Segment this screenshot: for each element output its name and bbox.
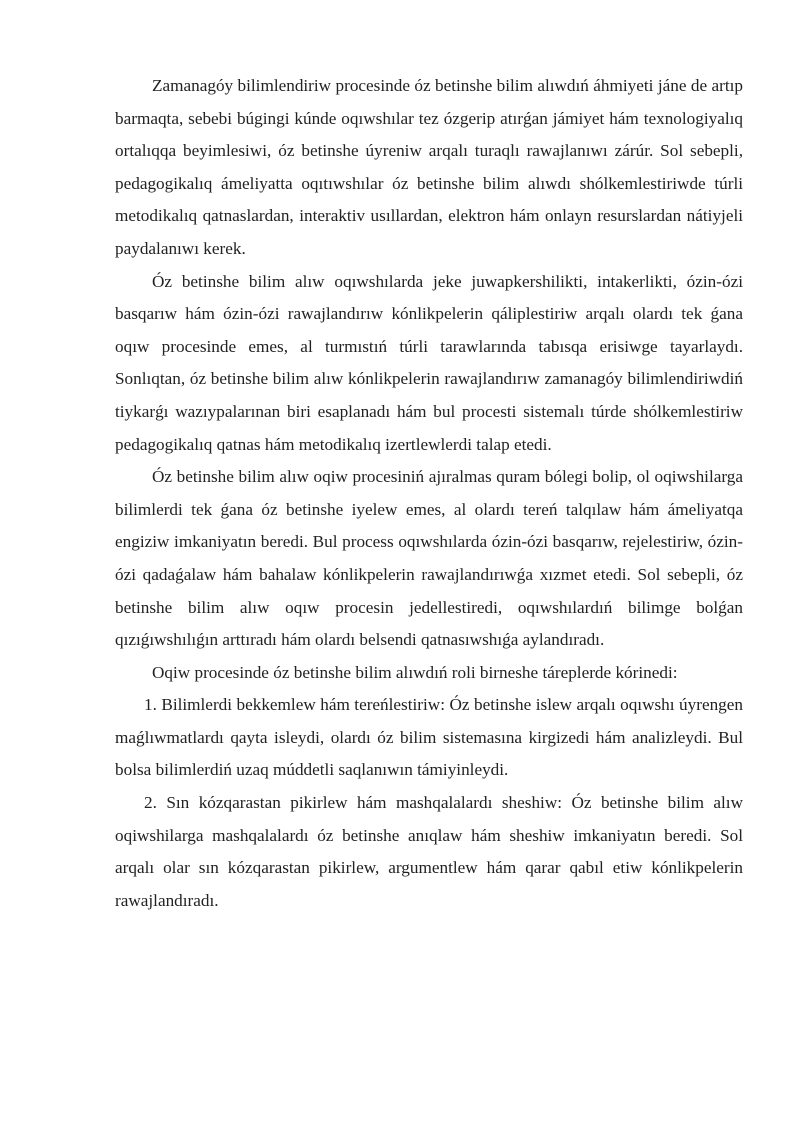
paragraph-4: Oqiw procesinde óz betinshe bilim alıwdıń roli birneshe táreplerde kórinedi: [152, 662, 678, 682]
paragraph-1: Zamanagóy bilimlendiriw procesinde óz betinshe bilim alıwdıń áhmiyeti jáne de artıp barmaqta, sebebi búgingi kúnde oqıwshılar tez ózgerip atırǵan jámiyet hám texnologiyalıq ortalıqqa beyimlesiwi, óz betinshe úyreniw arqalı turaqlı rawajlanıwı zárúr. Sol sebepli, pedagogikalıq ámeliyatta oqıtıwshılar óz betinshe bilim alıwdı shólkemlestiriwde túrli metodikalıq qatnaslardan, interaktiv usıllardan, elektron hám onlayn resurslardan nátiyjeli paydalanıwı kerek. [115, 76, 743, 258]
list-item: 2. Sın kózqarastan pikirlew hám mashqalalardı sheshiw: Óz betinshe bilim alıw oqiwshilarga mashqalalardı óz betinshe anıqlaw hám sheshiw imkaniyatın beredi. Sol arqalı olar sın kózqarastan pikirlew, argumentlew hám qarar qabıl etiw kónlikpelerin rawajlandıradı. [115, 793, 743, 910]
document-page [115, 70, 743, 917]
paragraph-2: Óz betinshe bilim alıw oqıwshılarda jeke juwapkershilikti, intakerlikti, ózin-ózi basqarıw hám ózin-ózi rawajlandırıw kónlikpelerin qáliplestiriw arqalı olardı tek ǵana oqıw procesinde emes, al turmıstıń túrli tarawlarında tabısqa erisiwge tayarlaydı. Sonlıqtan, óz betinshe bilim alıw kónlikpelerin rawajlandırıw zamanagóy bilimlendiriwdiń tiykarǵı wazıypalarınan biri esaplanadı hám bul procesti sistemalı túrde shólkemlestiriw pedagogikalıq qatnas hám metodikalıq izertlewlerdi talap etedi. [115, 271, 743, 454]
list-item: 1. Bilimlerdi bekkemlew hám tereńlestiriw: Óz betinshe islew arqalı oqıwshı úyrengen maǵlıwmatlardı qayta isleydi, olardı óz bilim sistemasına kirgizedi hám analizleydi. Bul bolsa bilimlerdiń uzaq múddetli saqlanıwın támiyinleydi. [115, 695, 743, 780]
paragraph-3: Óz betinshe bilim alıw oqiw procesiniń ajıralmas quram bólegi bolip, ol oqiwshilarga bilimlerdi tek ǵana óz betinshe iyelew emes, al olardı tereń talqılaw hám ámeliyatqa engiziw imkaniyatın beredi. Bul process oqıwshılarda ózin-ózi basqarıw, rejelestiriw, ózin-ózi qadaǵalaw hám bahalaw kónlikpelerin rawajlandırıwǵa xızmet etedi. Sol sebepli, óz betinshe bilim alıw oqıw procesin jedellestiredi, oqıwshılardıń bilimge bolǵan qızıǵıwshılıǵın arttıradı hám olardı belsendi qatnasıwshıǵa aylandıradı. [115, 467, 743, 650]
